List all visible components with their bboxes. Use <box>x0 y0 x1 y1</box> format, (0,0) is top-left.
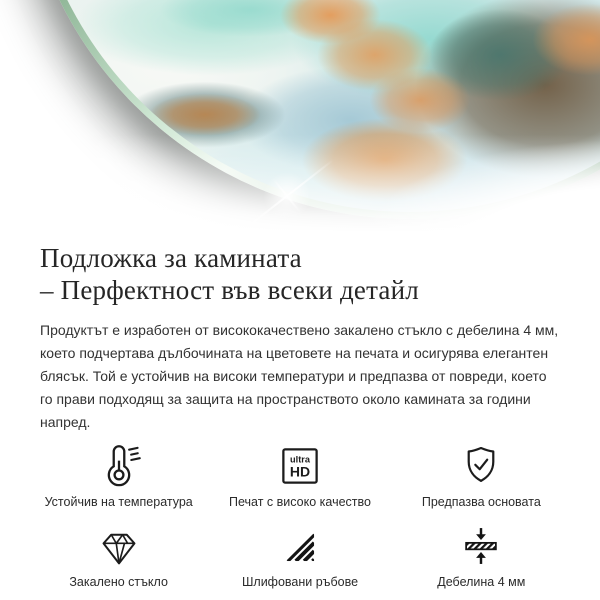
feature-label: Устойчив на температура <box>44 495 193 509</box>
feature-tempered-glass <box>28 523 209 589</box>
feature-polished-edges <box>209 523 390 589</box>
product-photo <box>0 0 600 232</box>
diamond-icon <box>97 523 141 567</box>
product-description: Продуктът е изработен от висококачествено закалено стъкло с дебелина 4 мм, което подчертава дълбочината на цветовете на печата и осигурява елегантен блясък. Той е устойчив на високи температури и предпазва от повреди, което го прави подходящ за защита на пространството около камината за години напред. <box>40 322 559 430</box>
shield-check-icon <box>459 443 503 487</box>
feature-thickness <box>391 523 572 589</box>
feature-label: Дебелина 4 мм <box>437 575 526 589</box>
feature-grid <box>28 443 572 589</box>
svg-text:HD: HD <box>289 463 311 480</box>
svg-text:ultra: ultra <box>290 454 310 465</box>
feature-label: Предпазва основата <box>421 495 541 509</box>
page-title <box>40 242 560 306</box>
feature-label: Печат с високо качество <box>229 495 371 509</box>
feature-label: Закалено стъкло <box>69 575 168 589</box>
title-line-2: – Перфектност във всеки детайл <box>40 275 419 305</box>
feature-protects-base <box>391 443 572 509</box>
feature-temperature-resistant <box>28 443 209 509</box>
ultra-hd-icon <box>279 443 321 487</box>
title-line-1: Подложка за камината <box>40 243 302 273</box>
product-info-section <box>0 242 600 434</box>
thermometer-icon <box>96 443 142 487</box>
polished-edges-icon <box>280 523 320 567</box>
feature-print-quality <box>209 443 390 509</box>
thickness-4mm-icon <box>460 523 502 567</box>
feature-label: Шлифовани ръбове <box>241 575 359 589</box>
marble-print-artwork <box>27 0 600 212</box>
